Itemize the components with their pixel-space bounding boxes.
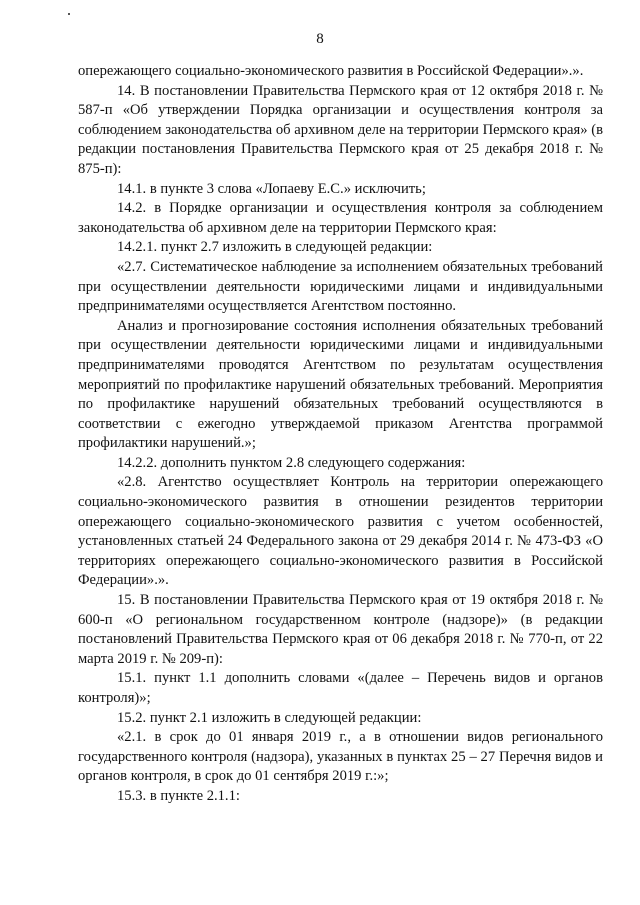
page-number: 8 bbox=[316, 31, 324, 47]
paragraph: 14.2.2. дополнить пунктом 2.8 следующего содержания: bbox=[117, 454, 466, 471]
paragraph: 15. В постановлении Правительства Пермского края от 19 октября 2018 г. № 600-п «О региональном государственном контроле (надзоре)» (в редакции постановлений Правительства Пермского края от 06 декабря 2018 г. № 770-п, от 22 марта 2019 г. № 209-п): bbox=[78, 592, 603, 667]
paragraph: 15.1. пункт 1.1 дополнить словами «(далее – Перечень видов и органов контроля)»; bbox=[78, 670, 603, 706]
document-body bbox=[78, 62, 603, 807]
paragraph: 14.2.1. пункт 2.7 изложить в следующей редакции: bbox=[117, 239, 433, 256]
paragraph: 15.3. в пункте 2.1.1: bbox=[117, 787, 240, 804]
paragraph: «2.1. в срок до 01 января 2019 г., а в отношении видов регионального государственного контроля (надзора), указанных в пунктах 25 – 27 Перечня видов и органов контроля, в срок до 01 сентября 2019 г.:»; bbox=[78, 729, 603, 785]
paragraph: 14.1. в пункте 3 слова «Лопаеву Е.С.» исключить; bbox=[117, 180, 426, 197]
paragraph: 14.2. в Порядке организации и осуществления контроля за соблюдением законодательства об архивном деле на территории Пермского края: bbox=[78, 200, 603, 236]
paragraph: «2.8. Агентство осуществляет Контроль на территории опережающего социально-экономического развития в отношении резидентов территории опережающего социально-экономического развития с учетом особенностей, установленных статьей 24 Федерального закона от 29 декабря 2014 г. № 473-ФЗ «О территориях опережающего социально-экономического развития в Российской Федерации».». bbox=[78, 474, 603, 589]
scan-artifact bbox=[68, 13, 70, 15]
paragraph: 14. В постановлении Правительства Пермского края от 12 октября 2018 г. № 587-п «Об утверждении Порядка организации и осуществления контроля за соблюдением законодательства об архивном деле на территории Пермского края» (в редакции постановления Правительства Пермского края от 25 декабря 2018 г. № 875-п): bbox=[78, 82, 603, 177]
paragraph: «2.7. Систематическое наблюдение за исполнением обязательных требований при осуществлении деятельности юридическими лицами и индивидуальными предпринимателями осуществляется Агентством постоянно. bbox=[78, 258, 603, 315]
paragraph: опережающего социально-экономического развития в Российской Федерации».». bbox=[78, 63, 584, 79]
paragraph: Анализ и прогнозирование состояния исполнения обязательных требований при осуществлении деятельности юридическими лицами и индивидуальными предпринимателями проводятся Агентством по результатам осуществления мероприятий по профилактике нарушений обязательных требований. Мероприятия по профилактике нарушений обязательных требований осуществляются в соответствии с ежегодно утверждаемой приказом Агентства программой профилактики нарушений.»; bbox=[78, 317, 603, 452]
paragraph: 15.2. пункт 2.1 изложить в следующей редакции: bbox=[117, 709, 422, 726]
